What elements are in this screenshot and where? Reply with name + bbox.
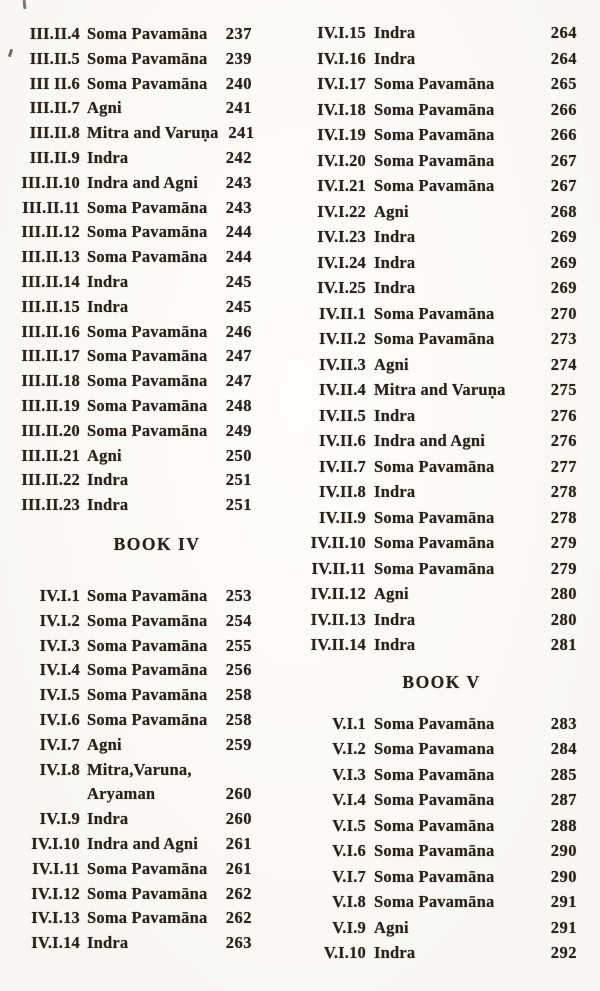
entry-page-number: 255	[225, 635, 252, 655]
entry-page-number: 287	[550, 790, 577, 809]
entry-id: IV.I.18	[317, 99, 366, 119]
entry-page-number: 279	[550, 533, 577, 552]
entry-name: Soma Pavamāna	[374, 815, 495, 835]
entry-page-number: 266	[550, 99, 577, 119]
toc-entry-row	[14, 270, 252, 295]
entry-id: V.I.1	[332, 713, 366, 733]
toc-entry-row	[14, 419, 252, 444]
entry-page-number: 269	[550, 278, 577, 297]
toc-entry-row	[306, 787, 577, 813]
entry-id: IV.I.5	[39, 685, 80, 705]
entry-page-number: 283	[550, 713, 577, 733]
entry-id: IV.I.2	[39, 610, 80, 630]
entry-id: III.II.18	[21, 371, 80, 391]
toc-entry-row	[14, 369, 252, 394]
entry-name: Soma Pavamāna	[87, 48, 208, 68]
entry-name: Agni	[87, 98, 122, 118]
entry-page-number: 241	[228, 123, 255, 143]
entry-name: Indra	[374, 278, 416, 297]
entry-id: IV.II.12	[310, 584, 366, 603]
entry-id: IV.I.24	[317, 252, 366, 272]
toc-entry-row	[14, 584, 252, 609]
toc-entry-row	[306, 403, 577, 429]
entry-name: Indra	[374, 48, 416, 68]
entry-id: V.I.5	[332, 815, 366, 835]
entry-page-number: 256	[225, 660, 252, 680]
entry-page-number: 284	[550, 739, 577, 758]
entry-name: Soma Pavamāna	[87, 197, 208, 217]
entry-id: III II.6	[29, 73, 80, 93]
entry-page-number: 292	[550, 943, 577, 962]
entry-name: Mitra and Varuṇa	[87, 123, 219, 143]
entry-name: Indra	[87, 470, 129, 490]
entry-id: IV.II.4	[319, 380, 366, 399]
entry-id: IV.I.10	[31, 833, 80, 853]
entry-page-number: 275	[550, 380, 577, 399]
entry-name: Indra	[374, 252, 416, 272]
entry-name: Agni	[87, 734, 122, 754]
entry-id: III.II.16	[21, 321, 80, 341]
entry-id: III.II.12	[21, 222, 80, 242]
toc-entry-row	[14, 931, 252, 956]
toc-entry-row	[306, 736, 577, 762]
entry-name: Soma Pavamāna	[374, 150, 495, 170]
entry-id: III.II.5	[29, 48, 80, 68]
entry-id: IV.II.8	[319, 482, 366, 501]
toc-entry-row	[306, 505, 577, 531]
toc-entry-row	[306, 250, 577, 276]
entry-page-number: 291	[550, 892, 577, 911]
entry-page-number: 279	[550, 558, 577, 578]
entry-page-number: 264	[550, 23, 577, 42]
entry-page-number: 273	[550, 329, 577, 348]
toc-entry-row	[14, 683, 252, 708]
entry-page-number: 246	[225, 321, 252, 341]
entry-id: IV.I.17	[317, 74, 366, 93]
entry-page-number: 260	[225, 809, 252, 829]
toc-column-right	[306, 20, 577, 966]
entry-id: V.I.10	[323, 943, 366, 962]
entry-id: III.II.21	[21, 445, 80, 465]
entry-page-number: 270	[550, 303, 577, 323]
entry-name: Soma Pavamāna	[374, 99, 495, 119]
toc-entry-row	[14, 807, 252, 832]
toc-entry-row	[14, 444, 252, 469]
entry-name: Indra	[87, 495, 129, 515]
entry-name: Indra	[87, 933, 129, 953]
entry-page-number: 267	[550, 150, 577, 170]
entry-page-number: 245	[225, 296, 252, 316]
entry-name: Soma Pavamāna	[374, 558, 495, 578]
entry-name: Soma Pavamāna	[87, 685, 208, 705]
toc-column-left	[14, 22, 255, 956]
entry-name: Indra	[374, 405, 416, 425]
entry-name: Indra	[374, 23, 416, 42]
entry-id: IV.II.13	[310, 609, 366, 629]
entry-name: Indra and Agni	[87, 172, 199, 192]
toc-entry-row	[14, 47, 252, 72]
entry-id: IV.I.21	[317, 176, 366, 195]
entry-page-number: 264	[550, 48, 577, 68]
entry-name: Agni	[374, 354, 409, 374]
entry-name: Indra	[87, 271, 129, 291]
entry-name: Soma Pavamāna	[87, 222, 208, 242]
entry-id: IV.I.15	[317, 23, 366, 42]
entry-page-number: 239	[225, 48, 252, 68]
toc-entry-row	[14, 468, 252, 493]
entry-id: III.II.14	[21, 271, 80, 291]
entry-page-number: 269	[550, 227, 577, 246]
entry-name: Soma Pavamāna	[374, 841, 495, 860]
entry-name: Indra	[374, 609, 416, 629]
entry-name: Agni	[374, 584, 409, 603]
toc-entry-row	[306, 71, 577, 97]
toc-entry-row	[306, 607, 577, 633]
book-heading: BOOK V	[402, 671, 481, 692]
entry-name: Soma Pavamāna	[374, 713, 495, 733]
entry-name: Soma Pavamāna	[374, 125, 495, 144]
entry-name: Soma Pavamāna	[374, 303, 495, 323]
entry-id: IV.I.7	[39, 734, 80, 754]
entry-page-number: 259	[225, 734, 252, 754]
toc-entry-row	[14, 344, 252, 369]
entry-id: IV.II.6	[319, 431, 366, 450]
entry-page-number: 262	[225, 908, 252, 928]
entry-page-number: 243	[225, 172, 252, 192]
entry-id: IV.I.19	[317, 125, 366, 144]
toc-entry-row	[306, 20, 577, 46]
entry-id: IV.I.14	[31, 933, 80, 953]
toc-entry-row	[14, 320, 252, 345]
entry-name: Soma Pavamāna	[374, 329, 495, 348]
entry-page-number: 261	[225, 858, 252, 878]
entry-id: III.II.19	[21, 395, 80, 415]
entry-id: IV.II.5	[319, 405, 366, 425]
toc-entry-row	[14, 832, 252, 857]
toc-entry-row	[306, 940, 577, 966]
toc-entry-row	[306, 224, 577, 250]
entry-page-number: 265	[550, 74, 577, 93]
entry-page-number: 290	[550, 841, 577, 860]
entry-id: V.I.6	[332, 841, 366, 860]
entry-id: V.I.3	[332, 764, 366, 784]
scan-speck	[23, 0, 27, 9]
toc-entry-row	[14, 96, 252, 121]
toc-entry-row	[306, 915, 577, 941]
entry-id: IV.II.11	[311, 558, 366, 578]
entry-id: III.II.13	[21, 247, 80, 267]
entry-id: III.II.8	[29, 123, 80, 143]
toc-entry-row	[306, 556, 577, 582]
entry-page-number: 266	[550, 125, 577, 144]
toc-entry-row	[14, 857, 252, 882]
entry-id: IV.I.16	[317, 48, 366, 68]
entry-name: Soma Pavamāna	[87, 371, 208, 391]
entry-name: Indra	[87, 147, 129, 167]
entry-id: III.II.10	[21, 172, 80, 192]
entry-page-number: 267	[550, 176, 577, 195]
entry-page-number: 276	[550, 431, 577, 450]
entry-page-number: 253	[225, 585, 252, 605]
entry-page-number: 285	[550, 764, 577, 784]
entry-name: Soma Pavamāna	[87, 610, 208, 630]
toc-entry-row	[306, 838, 577, 864]
entry-id: IV.II.2	[319, 329, 366, 348]
entry-name: Indra	[374, 635, 416, 654]
entry-page-number: 290	[550, 866, 577, 886]
entry-name: Soma Pavamāna	[87, 420, 208, 440]
entry-page-number: 247	[225, 371, 252, 391]
entry-id: IV.I.11	[32, 858, 80, 878]
entry-page-number: 269	[550, 252, 577, 272]
entry-name: Indra	[374, 943, 416, 962]
entry-id: III.II.15	[21, 296, 80, 316]
toc-entry-row	[306, 530, 577, 556]
entry-id: III.II.4	[29, 24, 80, 43]
toc-entry-row	[14, 708, 252, 733]
entry-page-number: 268	[550, 201, 577, 221]
entry-id: IV.I.13	[31, 908, 80, 928]
entry-page-number: 248	[225, 395, 252, 415]
entry-page-number: 276	[550, 405, 577, 425]
entry-id: IV.I.20	[317, 150, 366, 170]
entry-name-continued: Aryaman	[87, 784, 156, 804]
entry-page-number: 251	[225, 470, 252, 490]
toc-entry-row	[14, 758, 252, 783]
entry-page-number: 237	[225, 24, 252, 43]
entry-name: Mitra,Varuna,	[87, 759, 192, 779]
entry-page-number: 278	[550, 482, 577, 501]
toc-entry-row	[306, 632, 577, 658]
entry-page-number: 280	[550, 609, 577, 629]
toc-entry-row	[306, 428, 577, 454]
entry-id: IV.I.23	[317, 227, 366, 246]
entry-page-number: 241	[225, 98, 252, 118]
entry-id: IV.II.14	[310, 635, 366, 654]
entry-id: IV.I.9	[39, 809, 80, 829]
entry-page-number: 291	[550, 917, 577, 937]
toc-entry-row	[14, 171, 252, 196]
toc-entry-row	[14, 22, 252, 47]
entry-id: V.I.8	[332, 892, 366, 911]
toc-entry-row	[306, 275, 577, 301]
entry-name: Soma Pavamāna	[87, 635, 208, 655]
entry-page-number: 250	[225, 445, 252, 465]
entry-id: V.I.9	[332, 917, 366, 937]
toc-entry-row	[14, 782, 252, 807]
entry-name: Soma Pavamāna	[374, 507, 495, 527]
entry-id: IV.I.1	[39, 585, 80, 605]
entry-page-number: 281	[550, 635, 577, 654]
entry-page-number: 242	[225, 147, 252, 167]
toc-entry-row	[14, 295, 252, 320]
entry-name: Soma Pavamāna	[87, 73, 208, 93]
toc-entry-row	[306, 97, 577, 123]
entry-page-number: 258	[225, 685, 252, 705]
entry-name: Soma Pavamāna	[87, 321, 208, 341]
entry-name: Soma Pavamāna	[374, 456, 495, 476]
toc-entry-row	[14, 220, 252, 245]
toc-entry-row	[14, 196, 252, 221]
entry-name: Indra	[87, 296, 129, 316]
toc-entry-row	[306, 46, 577, 72]
toc-entry-row	[306, 889, 577, 915]
toc-entry-row	[14, 658, 252, 683]
toc-entry-row	[306, 122, 577, 148]
entry-name: Agni	[374, 201, 409, 221]
entry-id: III.II.22	[21, 470, 80, 490]
toc-entry-row	[306, 148, 577, 174]
entry-page-number: 244	[225, 222, 252, 242]
entry-name: Indra	[374, 227, 416, 246]
entry-name: Soma Pavamāna	[374, 866, 495, 886]
entry-page-number: 245	[225, 271, 252, 291]
entry-name: Soma Pavamāna	[87, 883, 208, 903]
entry-page-number: 288	[550, 815, 577, 835]
entry-name: Soma Pavamāna	[87, 660, 208, 680]
entry-id: V.I.2	[332, 739, 366, 758]
entry-id: V.I.7	[332, 866, 366, 886]
entry-page-number: 249	[225, 420, 252, 440]
entry-name: Soma Pavamāna	[87, 247, 208, 267]
entry-page-number: 254	[225, 610, 252, 630]
entry-id: IV.II.3	[319, 354, 366, 374]
entry-name: Soma Pavamāna	[374, 74, 495, 93]
scan-speck	[8, 49, 13, 58]
book-heading: BOOK IV	[113, 533, 201, 554]
toc-entry-row	[14, 634, 252, 659]
entry-id: IV.II.9	[319, 507, 366, 527]
entry-name: Soma Pavamāna	[87, 24, 208, 43]
entry-id: IV.I.3	[39, 635, 80, 655]
entry-id: III.II.9	[29, 147, 80, 167]
entry-page-number: 274	[550, 354, 577, 374]
toc-entry-row	[14, 906, 252, 931]
entry-page-number: 262	[225, 883, 252, 903]
entry-id: IV.II.7	[319, 456, 366, 476]
entry-page-number: 260	[225, 784, 252, 804]
entry-id: IV.I.25	[317, 278, 366, 297]
entry-name: Soma Pavamāna	[87, 709, 208, 729]
entry-id: IV.I.4	[39, 660, 80, 680]
toc-entry-row	[14, 72, 252, 97]
entry-name: Soma Pavamāna	[87, 585, 208, 605]
toc-entry-row	[306, 352, 577, 378]
toc-entry-row	[14, 609, 252, 634]
entry-page-number: 277	[550, 456, 577, 476]
entry-name: Soma Pavamāna	[374, 892, 495, 911]
entry-name: Soma Pavamāna	[87, 395, 208, 415]
toc-entry-row	[14, 146, 252, 171]
toc-entry-row	[306, 479, 577, 505]
entry-id: IV.I.22	[317, 201, 366, 221]
entry-id: IV.II.10	[310, 533, 366, 552]
entry-id: III.II.20	[21, 420, 80, 440]
toc-entry-row	[306, 301, 577, 327]
entry-name: Mitra and Varuṇa	[374, 380, 506, 399]
entry-id: IV.I.8	[39, 759, 80, 779]
entry-id: III.II.7	[29, 98, 80, 118]
entry-id: V.I.4	[332, 790, 366, 809]
entry-name: Soma Pavamāna	[374, 533, 495, 552]
toc-entry-row	[306, 326, 577, 352]
toc-entry-row	[306, 581, 577, 607]
entry-id: III.II.23	[21, 495, 80, 515]
entry-page-number: 263	[225, 933, 252, 953]
entry-name: Soma Pavamāna	[87, 858, 208, 878]
entry-id: IV.I.12	[31, 883, 80, 903]
entry-name: Soma Pavamāna	[87, 908, 208, 928]
entry-name: Indra	[374, 482, 416, 501]
entry-name: Soma Pavamana	[374, 739, 495, 758]
entry-name: Indra and Agni	[87, 833, 199, 853]
toc-entry-row	[306, 762, 577, 788]
toc-entry-row	[14, 394, 252, 419]
toc-entry-row	[14, 121, 255, 146]
toc-entry-row	[306, 173, 577, 199]
entry-name: Agni	[87, 445, 122, 465]
entry-page-number: 251	[225, 495, 252, 515]
toc-entry-row	[14, 245, 252, 270]
entry-name: Agni	[374, 917, 409, 937]
entry-name: Soma Pavamāna	[374, 764, 495, 784]
toc-entry-row	[14, 882, 252, 907]
toc-entry-row	[306, 199, 577, 225]
toc-entry-row	[306, 864, 577, 890]
entry-name: Soma Pavamāna	[374, 176, 495, 195]
toc-entry-row	[14, 733, 252, 758]
entry-page-number: 240	[225, 73, 252, 93]
entry-page-number: 243	[225, 197, 252, 217]
toc-entry-row	[306, 813, 577, 839]
entry-id: III.II.11	[22, 197, 80, 217]
entry-page-number: 247	[225, 346, 252, 366]
entry-page-number: 258	[225, 709, 252, 729]
entry-name: Indra and Agni	[374, 431, 486, 450]
toc-entry-row	[306, 711, 577, 737]
entry-page-number: 244	[225, 247, 252, 267]
toc-entry-row	[14, 493, 252, 518]
entry-page-number: 278	[550, 507, 577, 527]
toc-entry-row	[306, 454, 577, 480]
entry-id: III.II.17	[21, 346, 80, 366]
entry-name: Soma Pavamāna	[87, 346, 208, 366]
entry-id: IV.II.1	[319, 303, 366, 323]
entry-page-number: 261	[225, 833, 252, 853]
entry-id: IV.I.6	[39, 709, 80, 729]
toc-entry-row	[306, 377, 577, 403]
entry-name: Soma Pavamāna	[374, 790, 495, 809]
entry-name: Indra	[87, 809, 129, 829]
entry-page-number: 280	[550, 584, 577, 603]
